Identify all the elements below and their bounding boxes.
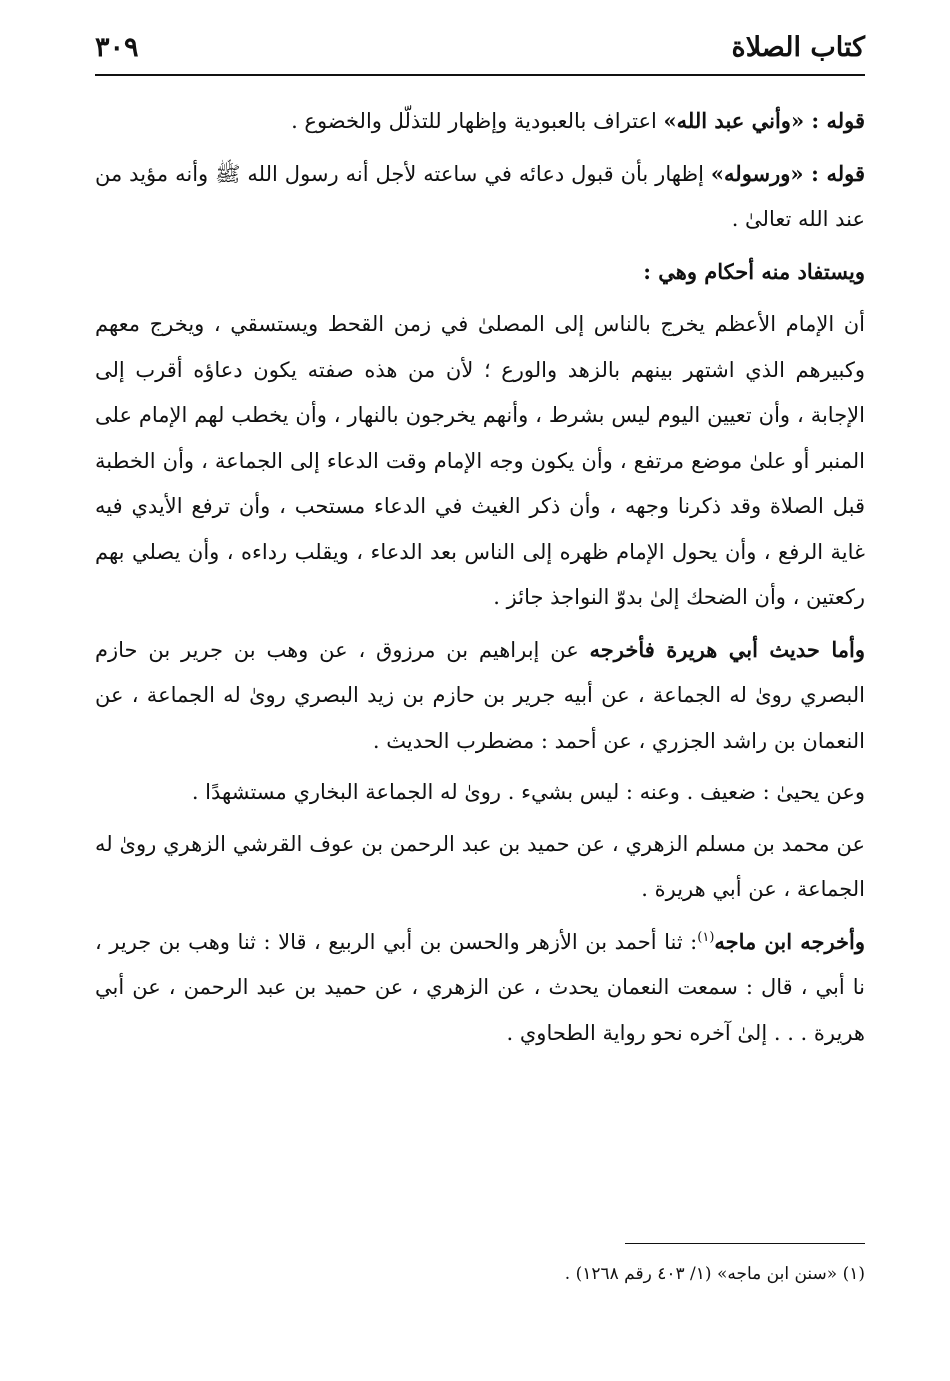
paragraph-lead: وأخرجه ابن ماجه: [714, 928, 866, 954]
main-text: [95, 98, 865, 1062]
paragraph-text: إظهار بأن قبول دعائه في ساعته لأجل أنه رسول الله ﷺ وأنه مؤيد من عند الله تعالىٰ .: [95, 161, 865, 231]
footnote: (١) «سنن ابن ماجه» (١/ ٤٠٣ رقم ١٢٦٨) .: [564, 1264, 865, 1284]
paragraph-text: اعتراف بالعبودية وإظهار للتذلّل والخضوع .: [291, 109, 664, 133]
footnote-reference[interactable]: (١): [697, 929, 715, 945]
paragraph-lead: قوله : «وأني عبد الله»: [663, 108, 865, 133]
paragraph: [95, 627, 865, 765]
paragraph-text: عن إبراهيم بن مرزوق ، عن وهب بن جرير بن حازم البصري روىٰ له الجماعة ، عن أبيه جرير بن حازم بن زيد البصري روىٰ له الجماعة ، عن النعمان بن راشد الجزري ، عن أحمد : مضطرب الحديث .: [95, 637, 865, 753]
paragraph: [95, 919, 865, 1057]
paragraph-text: عن محمد بن مسلم الزهري ، عن حميد بن عبد الرحمن بن عوف القرشي الزهري روىٰ له الجماعة ، عن أبي هريرة .: [95, 831, 865, 901]
paragraph-text: : ثنا أحمد بن الأزهر والحسن بن أبي الربيع ، قالا : ثنا وهب بن جرير ، نا أبي ، قال : سمعت النعمان يحدث ، عن الزهري ، عن حميد بن عبد الرحمن ، عن أبي هريرة . . . إلىٰ آخره نحو رواية الطحاوي .: [95, 929, 865, 1045]
paragraph-lead: وأما حديث أبي هريرة فأخرجه: [589, 636, 865, 662]
chapter-title: كتاب الصلاة: [731, 32, 865, 63]
page-header: [95, 28, 865, 72]
paragraph: [95, 151, 865, 243]
paragraph: [95, 98, 865, 145]
page-number: ٣٠٩: [95, 32, 139, 63]
paragraph-text: أن الإمام الأعظم يخرج بالناس إلى المصلىٰ في زمن القحط ويستسقي ، ويخرج معهم وكبيرهم الذي اشتهر بينهم بالزهد والورع ؛ لأن من هذه صفته يكون دعاؤه أقرب إلى الإجابة ، وأن تعيين اليوم ليس بشرط ، وأنهم يخرجون بالنهار ، وأن يخطب لهم الإمام على المنبر أو علىٰ موضع مرتفع ، وأن يكون وجه الإمام وقت الدعاء إلى الجماعة ، وأن الخطبة قبل الصلاة وقد ذكرنا وجهه ، وأن ذكر الغيث في الدعاء مستحب ، وأن ترفع الأيدي فيه غاية الرفع ، وأن يحول الإمام ظهره إلى الناس بعد الدعاء ، ويقلب رداءه ، وأن يصلي بهم ركعتين ، وأن الضحك إلىٰ بدوّ النواجذ جائز .: [95, 312, 865, 609]
footnote-divider: [625, 1243, 865, 1244]
paragraph: [95, 822, 865, 913]
paragraph-lead: قوله : «ورسوله»: [710, 160, 865, 186]
section-heading: ويستفاد منه أحكام وهي :: [643, 258, 865, 284]
header-divider: [95, 74, 865, 76]
paragraph: [95, 770, 865, 816]
paragraph-text: وعن يحيىٰ : ضعيف . وعنه : ليس بشيء . روىٰ له الجماعة البخاري مستشهدًا .: [191, 780, 865, 804]
paragraph: [95, 302, 865, 621]
